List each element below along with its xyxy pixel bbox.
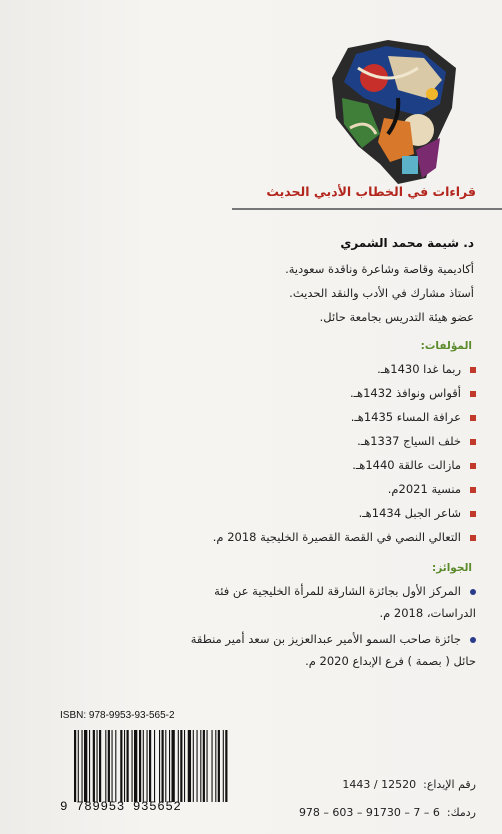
square-bullet-icon	[470, 367, 476, 373]
award-item-continued: حائل ( بصمة ) فرع الإبداع 2020 م.	[305, 654, 476, 668]
award-item-continued: الدراسات، 2018 م.	[379, 606, 476, 620]
author-name: د. شيمة محمد الشمري	[340, 236, 474, 250]
works-list-item: مازالت عالقة 1440هـ.	[352, 458, 476, 472]
works-list-item: خلف السياج 1337هـ.	[357, 434, 476, 448]
works-list-item: أقواس ونوافذ 1432هـ.	[350, 386, 476, 400]
works-heading: المؤلفات:	[420, 340, 472, 352]
round-bullet-icon	[470, 637, 476, 643]
square-bullet-icon	[470, 415, 476, 421]
award-item: جائزة صاحب السمو الأمير عبدالعزيز بن سعد أمير منطقة	[191, 632, 476, 646]
cover-artwork	[328, 38, 460, 186]
author-bio-line: أستاذ مشارك في الأدب والنقد الحديث.	[289, 286, 474, 300]
author-bio-line: أكاديمية وقاصة وشاعرة وناقدة سعودية.	[285, 262, 474, 276]
works-list-item: منسية 2021م.	[388, 482, 476, 496]
square-bullet-icon	[470, 391, 476, 397]
isbn-line: ردمك: 978 – 603 – 91730 – 7 – 6	[298, 806, 476, 819]
round-bullet-icon	[470, 589, 476, 595]
barcode-digits: 9 789953 935652	[60, 800, 182, 814]
works-list-item: شاعر الجبل 1434هـ.	[359, 506, 476, 520]
isbn-barcode	[60, 710, 284, 820]
barcode-bars	[74, 730, 282, 802]
square-bullet-icon	[470, 463, 476, 469]
title-divider	[232, 208, 502, 210]
isbn-text: ISBN: 978-9953-93-565-2	[60, 710, 175, 721]
square-bullet-icon	[470, 439, 476, 445]
author-bio-line: عضو هيئة التدريس بجامعة حائل.	[319, 310, 474, 324]
awards-heading: الجوائز:	[432, 562, 472, 574]
works-list-item: عرافة المساء 1435هـ.	[351, 410, 476, 424]
book-title: قراءات في الخطاب الأدبي الحديث	[266, 184, 476, 199]
square-bullet-icon	[470, 487, 476, 493]
works-list-item: ربما غدا 1430هـ.	[377, 362, 476, 376]
deposit-number: رقم الإيداع: 1443 / 12520	[342, 778, 476, 791]
square-bullet-icon	[470, 535, 476, 541]
award-item: المركز الأول بجائزة الشارقة للمرأة الخليجية عن فئة	[214, 584, 476, 598]
square-bullet-icon	[470, 511, 476, 517]
works-list-item: التعالي النصي في القصة القصيرة الخليجية 2018 م.	[213, 530, 476, 544]
